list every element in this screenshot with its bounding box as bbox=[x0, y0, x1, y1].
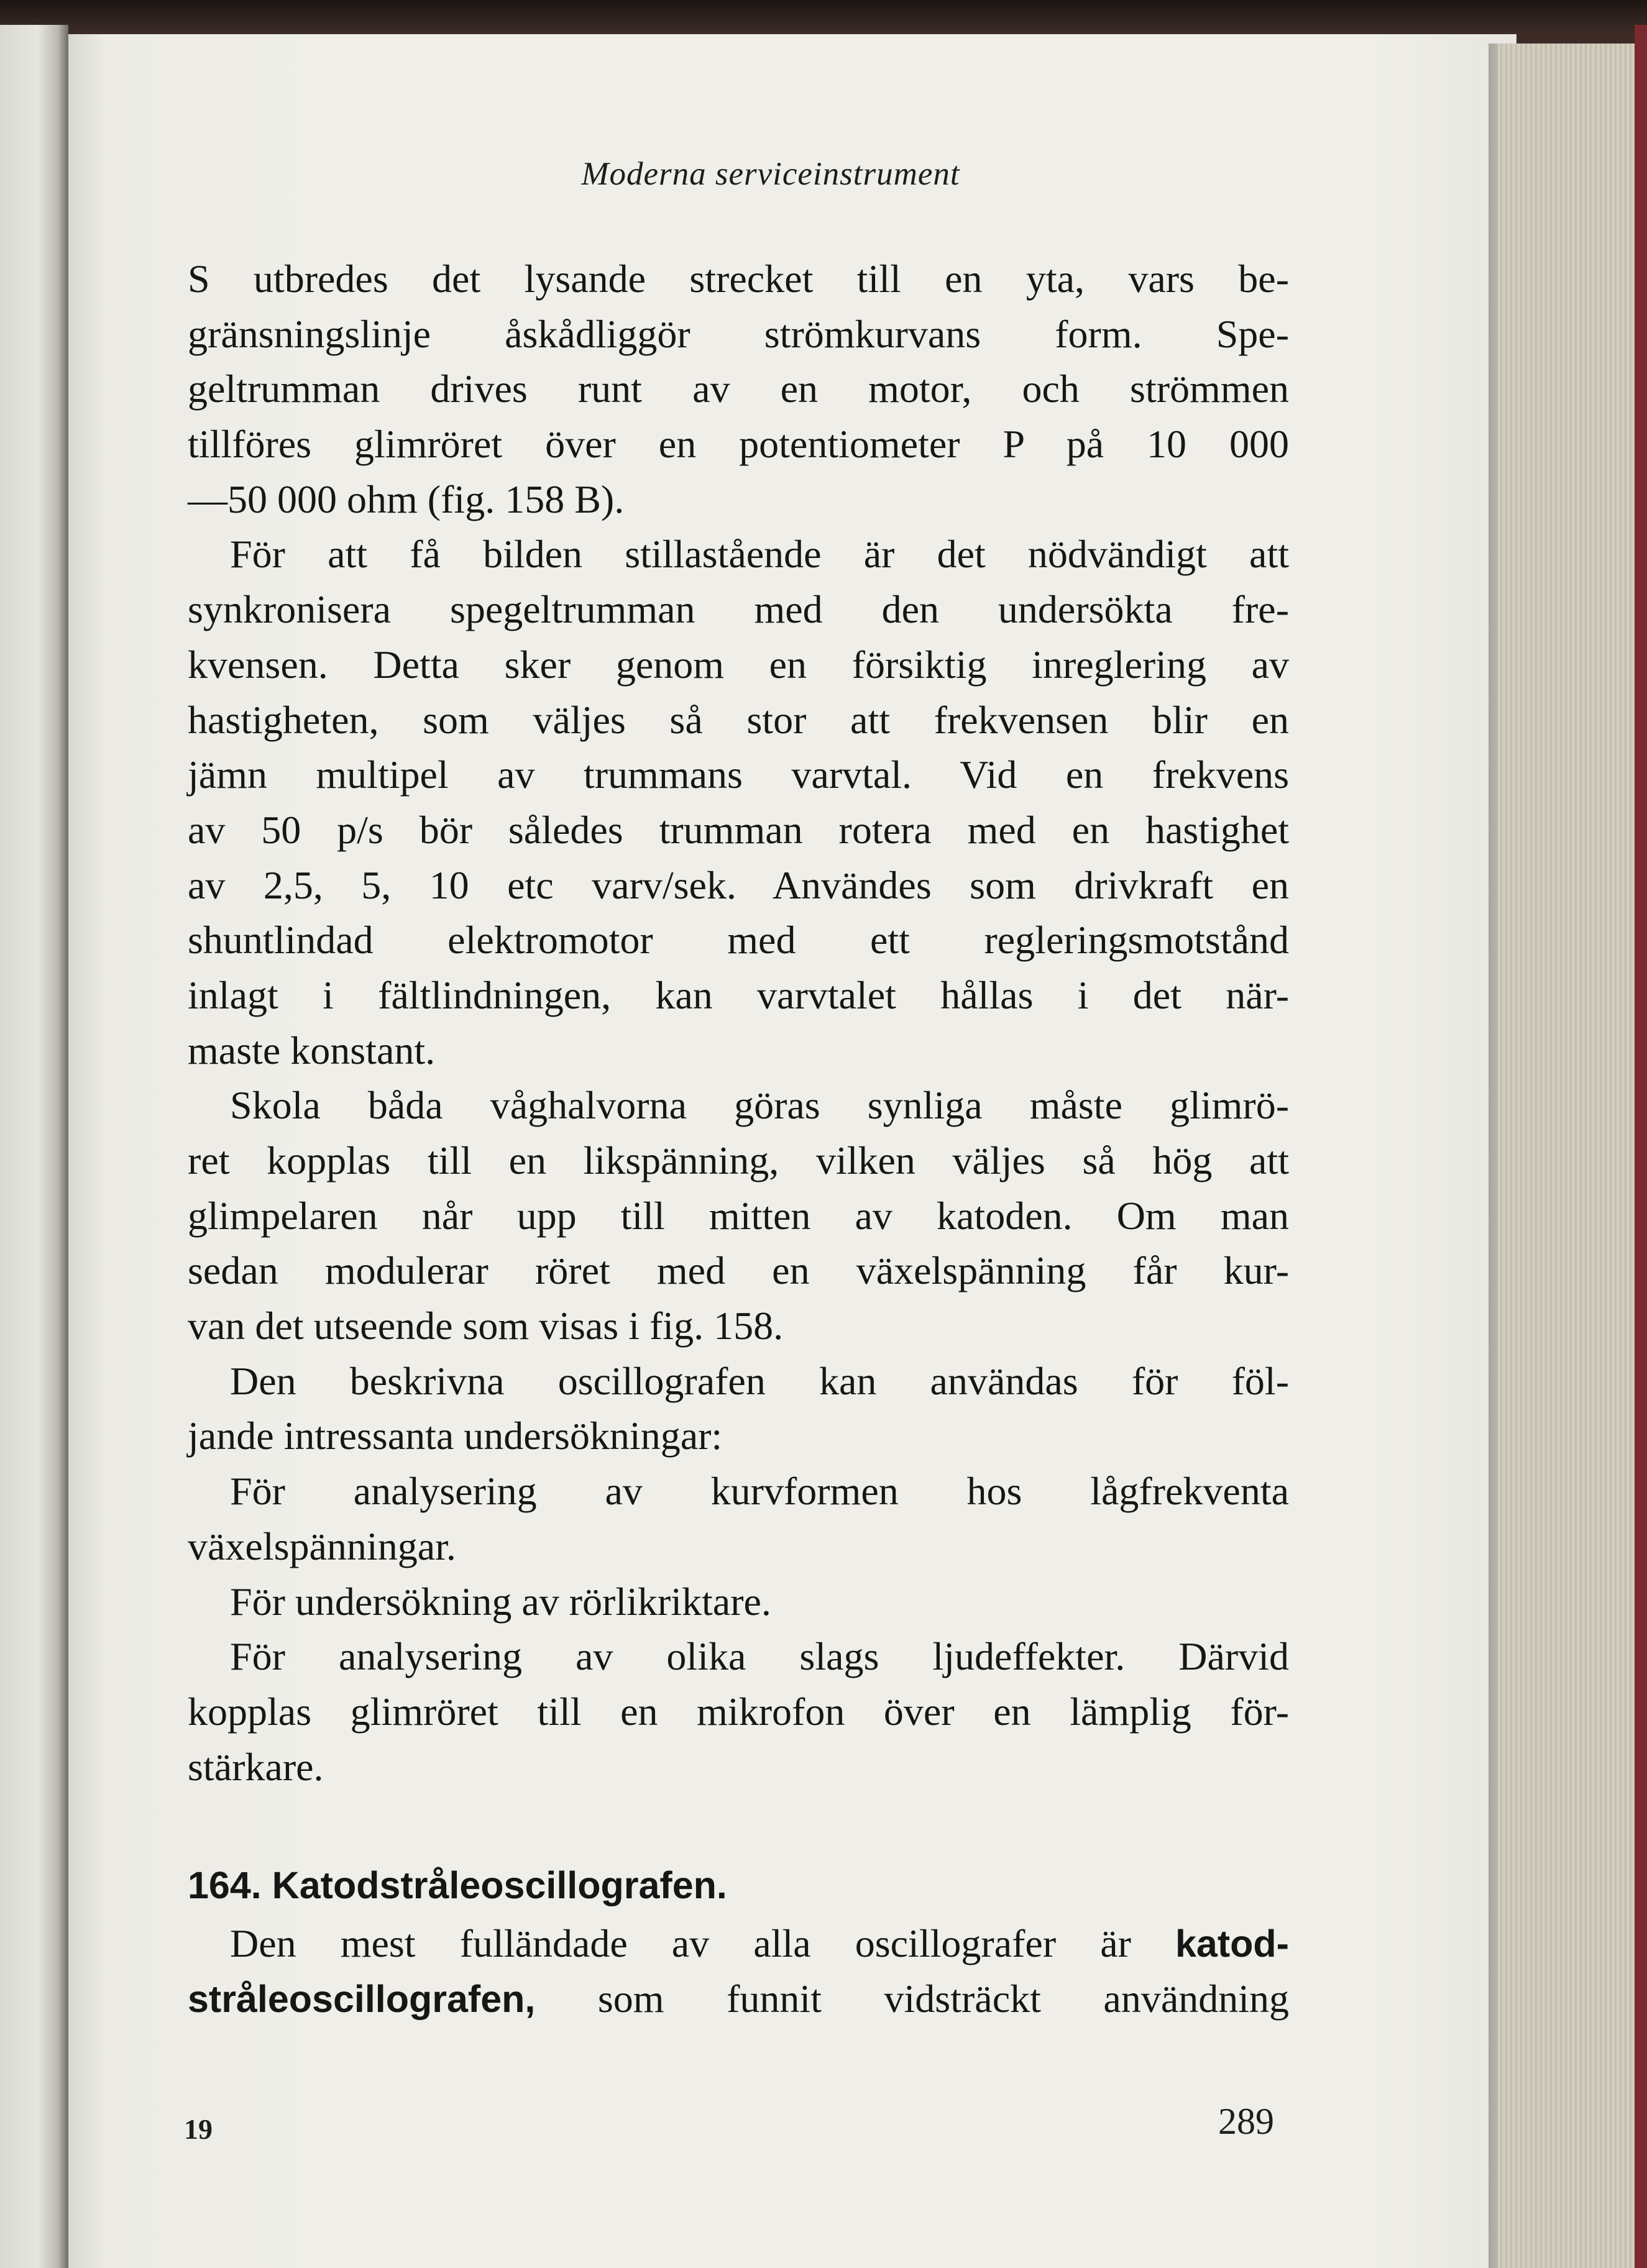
text-line: hastigheten, som väljes så stor att frekvensen blir en bbox=[188, 697, 1289, 742]
text-line: För analysering av kurvformen hos lågfrekventa bbox=[230, 1469, 1289, 1514]
text-line: S utbredes det lysande strecket till en yta, vars be- bbox=[188, 257, 1289, 301]
section-heading: 164. Katodstråleoscillografen. bbox=[188, 1864, 727, 1907]
text-line: För analysering av olika slags ljudeffekter. Därvid bbox=[230, 1634, 1289, 1679]
paragraph bbox=[188, 1078, 1289, 1353]
body-text bbox=[188, 252, 1289, 2027]
text-line: För undersökning av rörlikriktare. bbox=[230, 1579, 771, 1624]
text-line: tillföres glimröret över en potentiometer P på 10 000 bbox=[188, 422, 1289, 467]
page-number: 289 bbox=[1218, 2101, 1274, 2142]
text-line: av 50 p/s bör således trumman rotera med en hastighet bbox=[188, 807, 1289, 852]
signature-mark: 19 bbox=[184, 2113, 213, 2145]
text-line: Den beskrivna oscillografen kan användas för föl- bbox=[230, 1358, 1289, 1403]
bold-term: katod- bbox=[1175, 1923, 1289, 1965]
left-page-edge bbox=[0, 25, 68, 2268]
paragraph bbox=[188, 1464, 1289, 1574]
text-segment: som funnit vidsträckt användning bbox=[535, 1976, 1289, 2021]
text-line: sedan modulerar röret med en växelspänning får kur- bbox=[188, 1248, 1289, 1293]
background-top bbox=[0, 0, 1647, 31]
text-line: jämn multipel av trummans varvtal. Vid en frekvens bbox=[188, 752, 1289, 797]
text-line: maste konstant. bbox=[188, 1028, 436, 1072]
text-line: —50 000 ohm (fig. 158 B). bbox=[188, 477, 625, 521]
text-line: Skola båda våghalvorna göras synliga måste glimrö- bbox=[230, 1083, 1289, 1128]
text-line: kopplas glimröret till en mikrofon över en lämplig för- bbox=[188, 1689, 1289, 1734]
text-line: ret kopplas till en likspänning, vilken väljes så hög att bbox=[188, 1138, 1289, 1182]
text-line: kvensen. Detta sker genom en försiktig inreglering av bbox=[188, 642, 1289, 687]
running-header: Moderna serviceinstrument bbox=[581, 156, 960, 192]
text-line: gränsningslinje åskådliggör strömkurvans form. Spe- bbox=[188, 311, 1289, 356]
page-edges bbox=[1498, 43, 1647, 2268]
text-line: växelspänningar. bbox=[188, 1524, 456, 1568]
text-line: glimpelaren når upp till mitten av katoden. Om man bbox=[188, 1193, 1289, 1238]
paragraph bbox=[188, 527, 1289, 1078]
paragraph bbox=[188, 1575, 1289, 1630]
text-segment: Den mest fulländade av alla oscillografer är bbox=[230, 1921, 1175, 1966]
text-line: För att få bilden stillastående är det nödvändigt att bbox=[230, 532, 1289, 577]
text-line bbox=[188, 1916, 1289, 1972]
paragraph bbox=[188, 1354, 1289, 1464]
text-line: av 2,5, 5, 10 etc varv/sek. Användes som drivkraft en bbox=[188, 862, 1289, 907]
paragraph bbox=[188, 1916, 1289, 2026]
text-line: inlagt i fältlindningen, kan varvtalet hållas i det när- bbox=[188, 972, 1289, 1017]
text-line: jande intressanta undersökningar: bbox=[188, 1414, 723, 1458]
text-line bbox=[188, 1972, 1289, 2027]
text-line: stärkare. bbox=[188, 1744, 324, 1789]
text-line: shuntlindad elektromotor med ett regleringsmotstånd bbox=[188, 918, 1289, 963]
bold-term: stråleoscillografen, bbox=[188, 1977, 536, 2020]
text-line: geltrumman drives runt av en motor, och strömmen bbox=[188, 367, 1289, 411]
text-line: synkronisera spegeltrumman med den undersökta fre- bbox=[188, 587, 1289, 632]
paragraph bbox=[188, 1629, 1289, 1795]
paragraph bbox=[188, 252, 1289, 527]
book-cover-edge bbox=[1635, 25, 1647, 2268]
text-line: van det utseende som visas i fig. 158. bbox=[188, 1304, 784, 1348]
